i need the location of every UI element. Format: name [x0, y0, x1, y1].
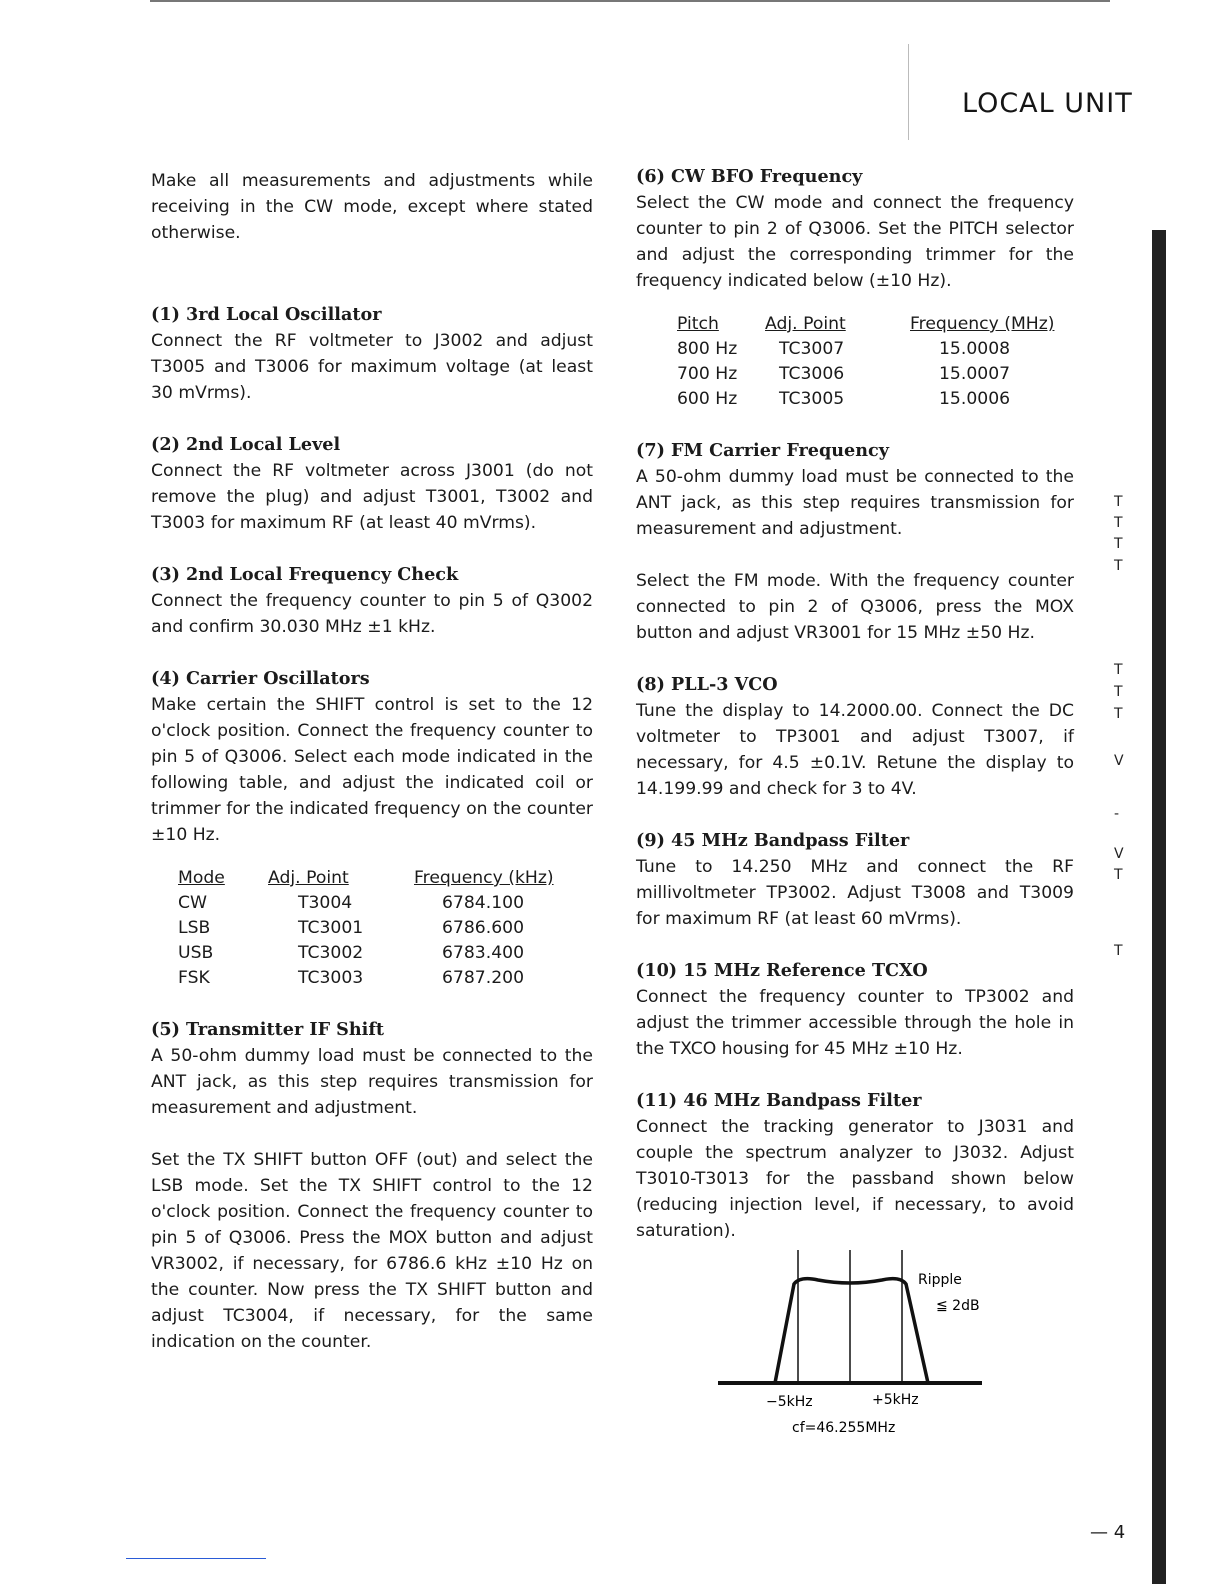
intro-paragraph: Make all measurements and adjustments while receiving in the CW mode, except where stated otherwise.: [151, 171, 593, 243]
left-freq-label: −5kHz: [766, 1394, 813, 1410]
section-3-heading: (3) 2nd Local Frequency Check: [151, 564, 459, 585]
table-row: [677, 362, 1054, 387]
cell-adj: TC3002: [298, 943, 364, 963]
section-5-text-2: Set the TX SHIFT button OFF (out) and select the LSB mode. Set the TX SHIFT control to the 12 o'clock position. Connect the frequency counter to pin 5 of Q3006. Press the MOX button and adjust VR3002, if necessary, for 6786.6 kHz ±10 Hz on the counter. Now press the TX SHIFT button and adjust TC3004, if necessary, for the same indication on the counter.: [151, 1150, 593, 1352]
section-10-text: Connect the frequency counter to TP3002 and adjust the trimmer accessible through the hole in the TXCO housing for 45 MHz ±10 Hz.: [636, 987, 1074, 1059]
cell-mode: USB: [178, 943, 214, 963]
section-8-heading: (8) PLL-3 VCO: [636, 674, 778, 695]
section-1-heading: (1) 3rd Local Oscillator: [151, 304, 382, 325]
cell-adj: TC3006: [779, 364, 845, 384]
section-4-text: Make certain the SHIFT control is set to the 12 o'clock position. Connect the frequency counter to pin 5 of Q3006. Select each mode indicated in the following table, and adjust the indicated coil or trimmer for the indicated frequency on the counter ±10 Hz.: [151, 695, 593, 845]
margin-mark: T: [1114, 867, 1123, 883]
section-8-text: Tune the display to 14.2000.00. Connect the DC voltmeter to TP3001 and adjust T3007, if necessary, for 4.5 ±0.1V. Retune the display to 14.199.99 and check for 3 to 4V.: [636, 701, 1074, 799]
footer-link-line: [126, 1558, 266, 1559]
ripple-label: Ripple: [918, 1272, 962, 1288]
margin-mark: V: [1114, 753, 1124, 769]
section-11-text: Connect the tracking generator to J3031 and couple the spectrum analyzer to J3032. Adjust T3010-T3013 for the passband shown below (reducing injection level, if necessary, to avoid saturation).: [636, 1117, 1074, 1241]
cell-mode: FSK: [178, 968, 210, 988]
section-3-text: Connect the frequency counter to pin 5 of Q3002 and confirm 30.030 MHz ±1 kHz.: [151, 591, 593, 637]
table-row: [178, 941, 554, 966]
section-1-text: Connect the RF voltmeter to J3002 and adjust T3005 and T3006 for maximum voltage (at least 30 mVrms).: [151, 331, 593, 403]
col-header-freq: Frequency (kHz): [414, 868, 554, 888]
right-column: [636, 164, 1074, 1244]
section-2-heading: (2) 2nd Local Level: [151, 434, 341, 455]
cell-freq: 15.0006: [939, 389, 1011, 409]
section-6-text: Select the CW mode and connect the frequency counter to pin 2 of Q3006. Set the PITCH selector and adjust the corresponding trimmer for the frequency indicated below (±10 Hz).: [636, 193, 1074, 291]
cell-adj: TC3003: [298, 968, 364, 988]
margin-mark: T: [1114, 662, 1123, 678]
cell-mode: LSB: [178, 918, 211, 938]
cell-adj: TC3007: [779, 339, 845, 359]
margin-mark: T: [1114, 494, 1123, 510]
binding-edge: [1152, 230, 1166, 1584]
section-7-text-1: A 50-ohm dummy load must be connected to the ANT jack, as this step requires transmission for measurement and adjustment.: [636, 467, 1074, 539]
carrier-table-header: [178, 866, 554, 891]
section-6-heading: (6) CW BFO Frequency: [636, 166, 863, 187]
header-divider: [908, 44, 909, 140]
page-title: LOCAL UNIT: [962, 88, 1133, 119]
page-number: — 4: [1090, 1522, 1126, 1543]
section-2-text: Connect the RF voltmeter across J3001 (do not remove the plug) and adjust T3001, T3002 and T3003 for maximum RF (at least 40 mVrms).: [151, 461, 593, 533]
cell-freq: 15.0007: [939, 364, 1011, 384]
table-row: [677, 337, 1054, 362]
table-row: [178, 966, 554, 991]
scan-edge-line: [150, 0, 1110, 2]
cell-adj: TC3001: [298, 918, 364, 938]
cell-adj: T3004: [298, 893, 353, 913]
left-column: [151, 168, 593, 1355]
col-header-pitch: Pitch: [677, 314, 719, 334]
col-header-mode: Mode: [178, 868, 225, 888]
margin-mark: V: [1114, 846, 1124, 862]
cell-pitch: 600 Hz: [677, 389, 738, 409]
margin-mark: T: [1114, 558, 1123, 574]
right-freq-label: +5kHz: [872, 1392, 919, 1408]
section-9-text: Tune to 14.250 MHz and connect the RF millivoltmeter TP3002. Adjust T3008 and T3009 for maximum RF (at least 60 mVrms).: [636, 857, 1074, 929]
section-11-heading: (11) 46 MHz Bandpass Filter: [636, 1090, 922, 1111]
col-header-adj: Adj. Point: [268, 868, 349, 888]
col-header-freq: Frequency (MHz): [910, 314, 1055, 334]
passband-diagram: [700, 1244, 1020, 1444]
pitch-table: [677, 312, 1054, 412]
cell-pitch: 700 Hz: [677, 364, 738, 384]
cell-mode: CW: [178, 893, 207, 913]
section-5-text-1: A 50-ohm dummy load must be connected to the ANT jack, as this step requires transmission for measurement and adjustment.: [151, 1046, 593, 1118]
carrier-table: [178, 866, 554, 991]
cell-pitch: 800 Hz: [677, 339, 738, 359]
table-row: [677, 387, 1054, 412]
section-9-heading: (9) 45 MHz Bandpass Filter: [636, 830, 910, 851]
cell-adj: TC3005: [779, 389, 845, 409]
col-header-adj: Adj. Point: [765, 314, 846, 334]
section-5-heading: (5) Transmitter IF Shift: [151, 1019, 385, 1040]
section-7-text-2: Select the FM mode. With the frequency counter connected to pin 2 of Q3006, press the MOX button and adjust VR3001 for 15 MHz ±50 Hz.: [636, 571, 1074, 643]
cell-freq: 6787.200: [442, 968, 525, 988]
margin-mark: T: [1114, 684, 1123, 700]
table-row: [178, 916, 554, 941]
section-7-heading: (7) FM Carrier Frequency: [636, 440, 889, 461]
section-4-heading: (4) Carrier Oscillators: [151, 668, 370, 689]
cell-freq: 6784.100: [442, 893, 525, 913]
margin-mark: T: [1114, 515, 1123, 531]
pitch-table-header: [677, 312, 1054, 337]
center-freq-label: cf=46.255MHz: [792, 1420, 896, 1436]
ripple-value: ≦ 2dB: [936, 1298, 980, 1314]
cell-freq: 15.0008: [939, 339, 1011, 359]
cell-freq: 6783.400: [442, 943, 525, 963]
section-10-heading: (10) 15 MHz Reference TCXO: [636, 960, 928, 981]
table-row: [178, 891, 554, 916]
cell-freq: 6786.600: [442, 918, 525, 938]
margin-mark: -: [1114, 806, 1120, 822]
margin-mark: T: [1114, 536, 1123, 552]
margin-mark: T: [1114, 943, 1123, 959]
margin-mark: T: [1114, 706, 1123, 722]
